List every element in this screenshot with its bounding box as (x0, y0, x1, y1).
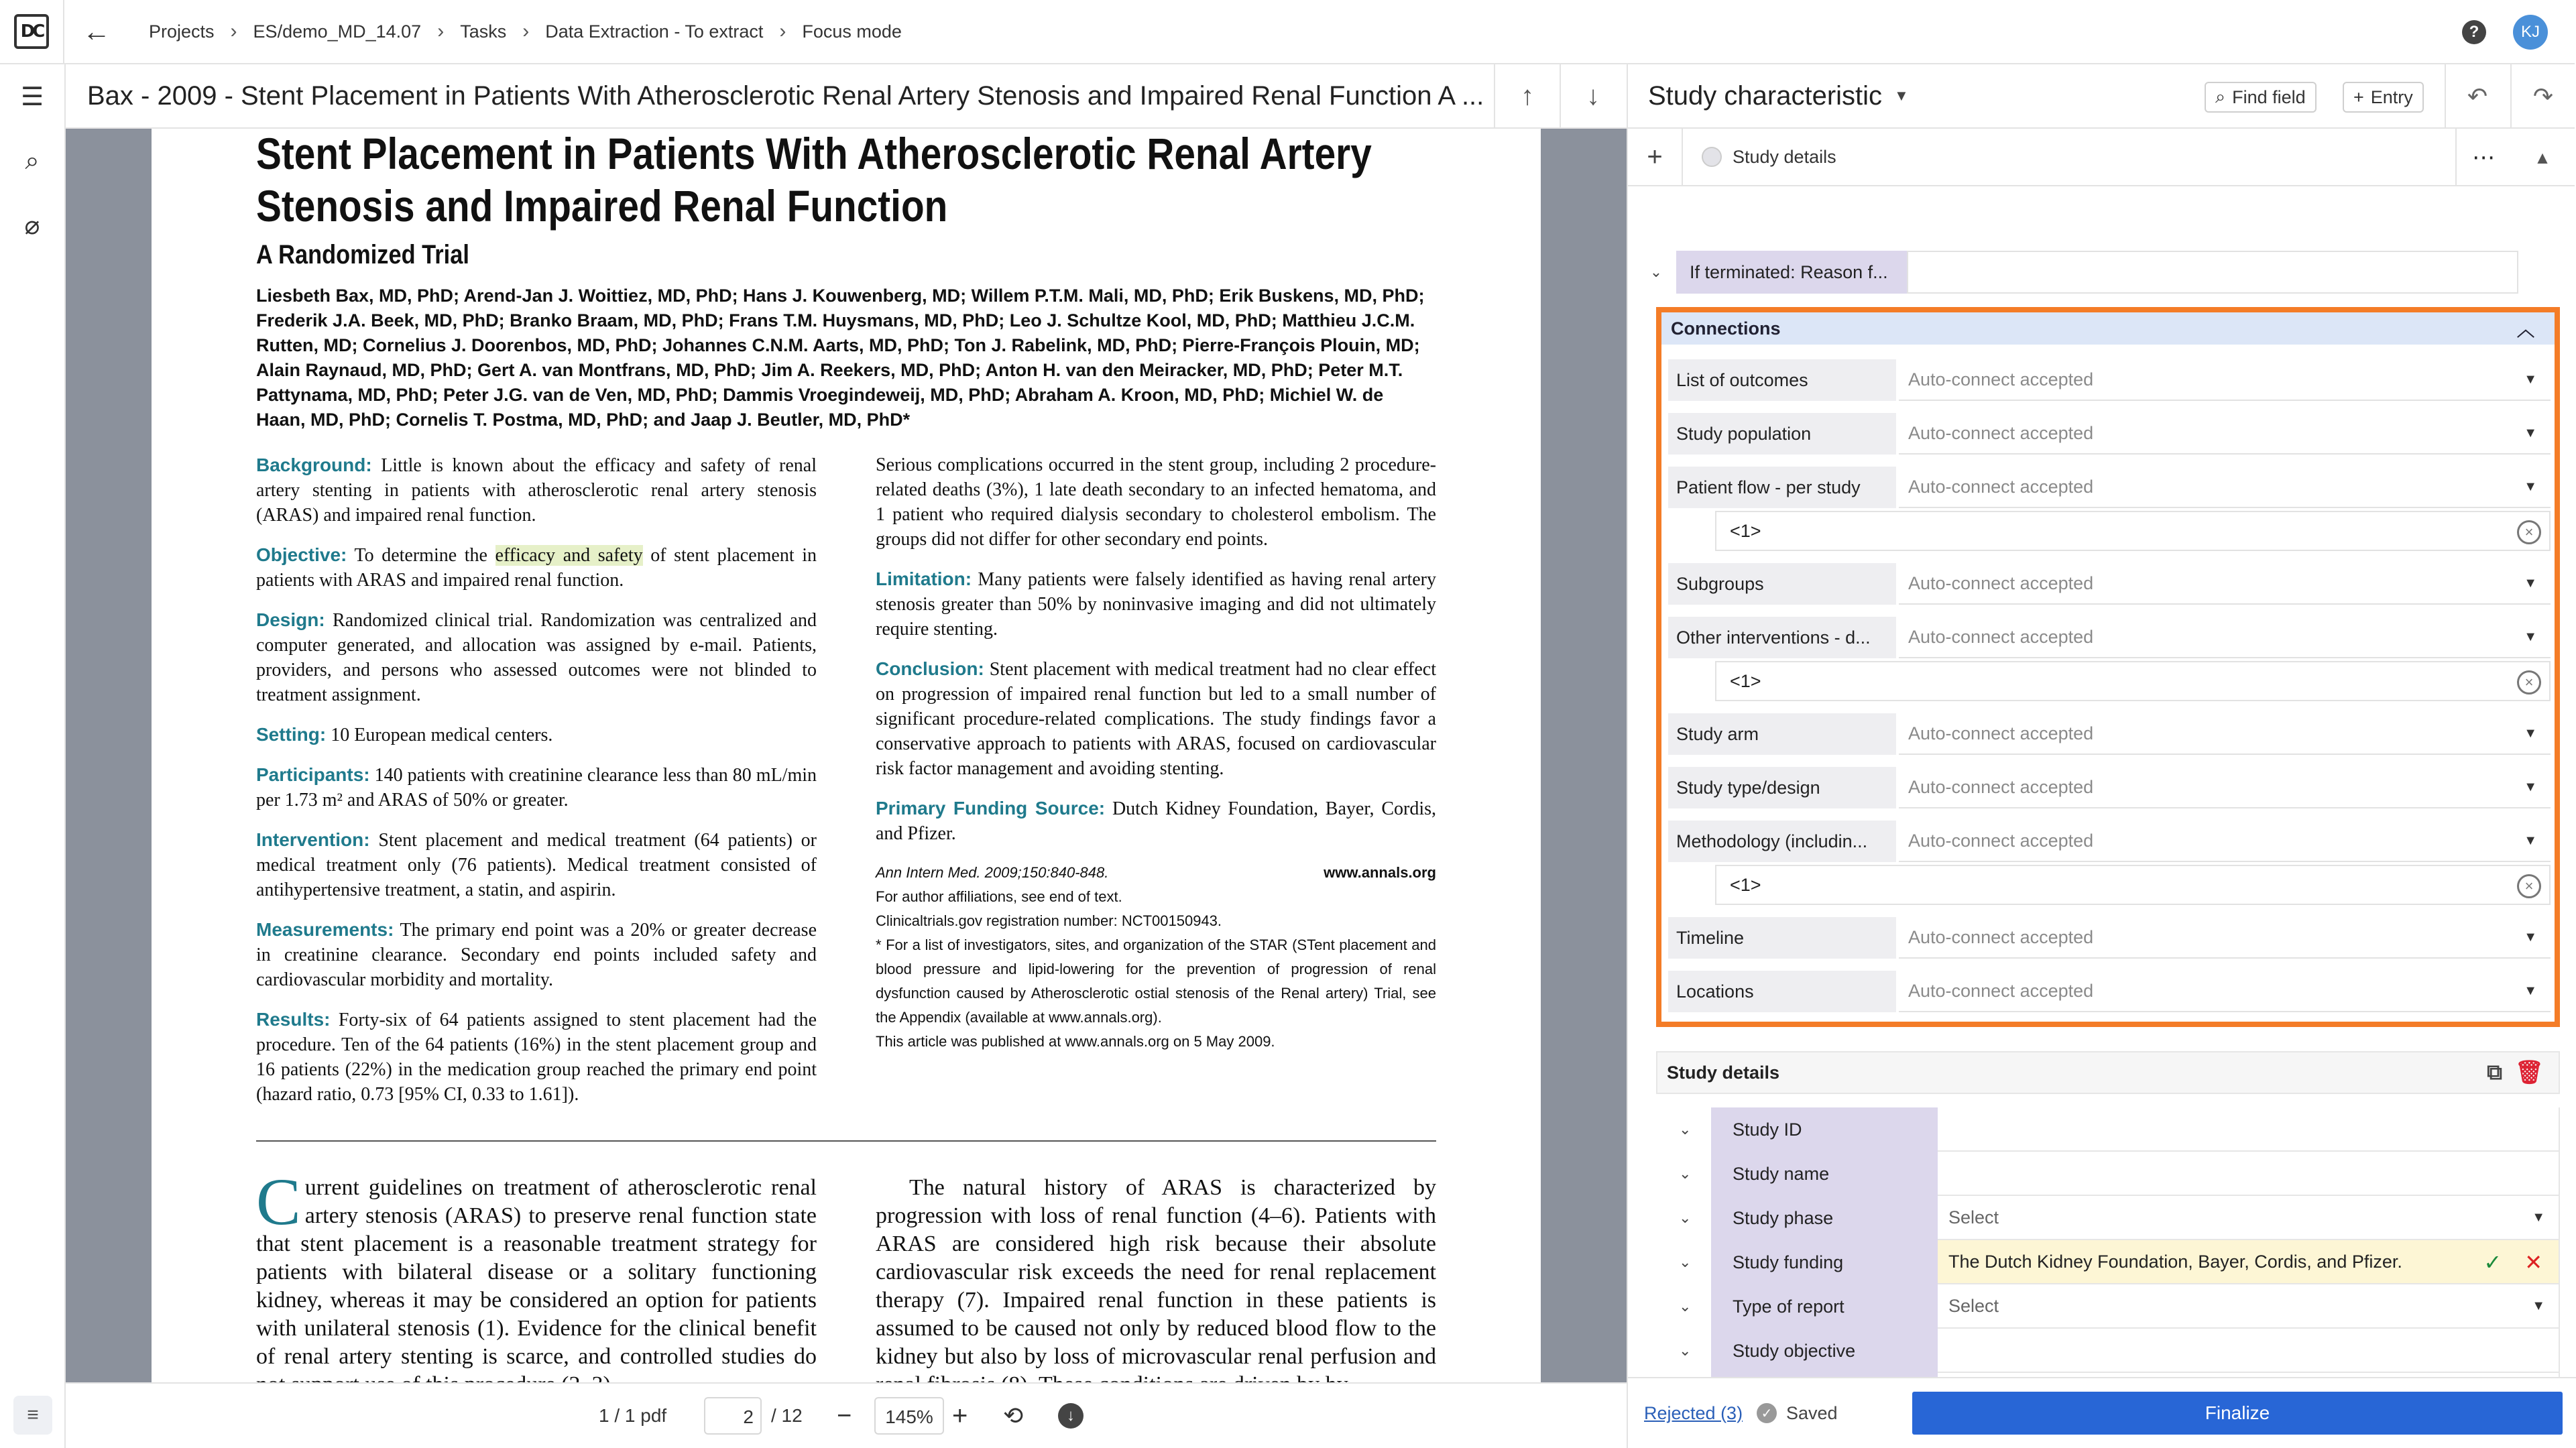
connection-link[interactable] (1715, 865, 2551, 905)
find-field-label: Find field (2232, 86, 2306, 107)
paper-title (256, 127, 1398, 232)
finalize-button[interactable]: Finalize (1912, 1392, 2563, 1435)
pdf-footer (66, 1382, 1627, 1448)
study-field-row (1656, 1284, 2560, 1329)
meta-citation: Ann Intern Med. 2009;150:840-848. (876, 864, 1109, 881)
plus-icon: + (2353, 86, 2364, 107)
breadcrumb (149, 20, 902, 43)
rotate-icon[interactable]: ⟲ (1003, 1402, 1024, 1429)
field-input[interactable] (1907, 251, 2518, 294)
paper-subtitle: A Randomized Trial (256, 240, 469, 269)
abstract-objective (256, 542, 817, 593)
connections-title: Connections (1671, 318, 1781, 339)
study-phase-select[interactable] (1938, 1196, 2560, 1240)
avatar[interactable]: KJ (2513, 15, 2548, 50)
form-scroll-area[interactable] (1628, 186, 2576, 1370)
zoom-in-icon[interactable]: + (952, 1400, 968, 1431)
chevron-right-icon: › (437, 20, 445, 42)
search-icon[interactable]: ⌕ (25, 146, 40, 175)
section-label: Primary Funding Source: (876, 798, 1106, 819)
study-field-row (1656, 1107, 2560, 1152)
duplicate-icon[interactable]: ⧉ (2487, 1060, 2502, 1084)
paper-authors: Liesbeth Bax, MD, PhD; Arend-Jan J. Woittiez, MD, PhD; Hans J. Kouwenberg, MD; Willem P.T.M. Mali, MD, PhD; Erik Buskens, MD, PhD; Frederik J.A. Beek, MD, PhD; Branko Braam, MD, PhD; Frans T.M. Huysmans, MD, PhD; Leo J. Schultze Kool, MD, PhD; Matthieu J.C.M. Rutten, MD; Cornelius J. Doorenbos, MD, PhD; Johannes C.N.M. Aarts, MD, PhD; Ton J. Rabelink, MD, PhD; Pierre-François Plouin, MD; Alain Raynaud, MD, PhD; Gert A. van Montfrans, MD, PhD; Jim A. Reekers, MD, PhD; Anton H. van den Meiracker, MD, PhD; Peter M.T. Pattynama, MD, PhD; Peter J.G. van de Ven, MD, PhD; Dammis Vroegindeweij, MD, PhD; Abraham A. Kroon, MD, PhD; Michiel W. de Haan, MD, PhD; Cornelis T. Postma, MD, PhD; and Jaap J. Beutler, MD, PhD* (256, 286, 1425, 430)
connection-label: Subgroups (1668, 563, 1896, 605)
help-icon[interactable]: ? (2462, 20, 2486, 44)
section-label: Intervention: (256, 829, 370, 850)
zoom-level[interactable]: 145% (874, 1397, 944, 1435)
connection-row (1668, 359, 2551, 401)
section-text: 140 patients with creatinine clearance less than 80 mL/min per 1.73 m² and ARAS of 50% or greater. (256, 765, 817, 810)
chevron-down-icon[interactable]: ⌄ (1649, 263, 1663, 280)
entry-tabs (1628, 129, 2575, 186)
page-input[interactable]: 2 (704, 1397, 762, 1435)
zoom-out-icon[interactable]: − (837, 1401, 852, 1430)
chevron-down-icon[interactable]: ⌄ (1679, 1165, 1692, 1182)
section-text: The primary end point was a 20% or greater decrease in creatinine clearance. Secondary end points included safety and cardiovascular morbidity and mortality. (256, 920, 817, 990)
pdf-viewer[interactable] (66, 129, 1627, 1382)
abstract-limitation (876, 566, 1436, 642)
body-left-column (256, 1164, 817, 1399)
connection-link-label: <1> (1730, 670, 1761, 691)
study-funding-input[interactable] (1938, 1240, 2560, 1284)
chevron-down-icon[interactable]: ⌄ (1679, 1121, 1692, 1138)
section-text: Stent placement with medical treatment had no clear effect on progression of impaired renal function but led to a small number of significant procedure-related complications. The study findings favor a conservative approach to patients with ARAS, focused on cardiovascular risk factor management and avoiding stenting. (876, 659, 1436, 779)
connection-label: Patient flow - per study (1668, 467, 1896, 508)
abstract-results-cont: Serious complications occurred in the stent group, including 2 procedure-related deaths (3%), 1 late death secondary to an infected hematoma, and 1 patient who required dialysis secondary to cholesterol embolism. The groups did not differ for other secondary end points. (876, 455, 1436, 550)
study-field-input[interactable] (1938, 1152, 2560, 1196)
connection-select[interactable] (1899, 971, 2551, 1012)
entry-label: Entry (2370, 86, 2413, 107)
study-field-input[interactable] (1938, 1329, 2560, 1373)
section-label: Participants: (256, 764, 370, 785)
section-text: To determine the (354, 545, 487, 566)
collapse-up-icon[interactable]: ▲ (2534, 147, 2551, 168)
arrow-up-icon[interactable]: ↑ (1494, 64, 1560, 128)
paper-title-line: Stent Placement in Patients With Atherosclerotic Renal Artery (256, 129, 1372, 178)
study-field-label (1679, 1284, 1938, 1329)
study-field-label-text: Type of report (1733, 1296, 1845, 1317)
dropdown-arrow-icon: ▼ (2524, 833, 2537, 848)
dropdown-arrow-icon: ▼ (2524, 425, 2537, 440)
abstract-funding (876, 796, 1436, 846)
connection-label: Study type/design (1668, 767, 1896, 808)
remove-icon[interactable]: × (2517, 520, 2541, 544)
section-label: Measurements: (256, 919, 394, 940)
chevron-down-icon[interactable]: ⌄ (1679, 1298, 1692, 1315)
connection-row (1668, 713, 2551, 755)
tab-label: Study details (1733, 146, 1836, 167)
section-text: Little is known about the efficacy and safety of renal artery stenting in patients with atherosclerotic renal artery stenosis (ARAS) and impaired renal function. (256, 455, 817, 526)
study-field-label (1679, 1329, 1938, 1373)
connection-label: List of outcomes (1668, 359, 1896, 401)
connection-select[interactable] (1899, 767, 2551, 808)
connection-row (1668, 917, 2551, 959)
dropdown-arrow-icon: ▼ (2524, 575, 2537, 591)
abstract-left-column (256, 452, 817, 1122)
find-field-button[interactable] (2205, 82, 2317, 113)
connection-value: Auto-connect accepted (1908, 626, 2094, 647)
connection-select[interactable] (1899, 359, 2551, 401)
chevron-down-icon[interactable]: ⌄ (1679, 1209, 1692, 1226)
connection-value: Auto-connect accepted (1908, 422, 2094, 443)
form-selector[interactable]: Study characteristic (1648, 80, 1883, 111)
section-text: 10 European medical centers. (331, 725, 553, 745)
rejected-link[interactable]: Rejected (3) (1644, 1402, 1743, 1423)
pdf-title: Bax - 2009 - Stent Placement in Patients With Atherosclerotic Renal Artery Stenosis and Impaired Renal Function A ... (87, 80, 1484, 111)
chevron-right-icon: › (230, 20, 237, 42)
arrow-down-icon[interactable]: ↓ (1560, 64, 1625, 128)
section-text: Forty-six of 64 patients assigned to stent placement had the procedure. Ten of the 64 patients (16%) in the stent placement group and 16 patients (22%) in the medication group reached the primary end point (hazard ratio, 0.73 [95% CI, 0.33 to 1.61]). (256, 1010, 817, 1105)
status-dot-icon (1702, 147, 1722, 167)
study-field-label-text: Study ID (1733, 1119, 1802, 1140)
pdf-page (152, 129, 1541, 1382)
type-of-report-select[interactable] (1938, 1284, 2560, 1329)
back-arrow-icon[interactable]: ← (82, 15, 111, 47)
extraction-panel (1627, 64, 2575, 1448)
study-field-label (1679, 1196, 1938, 1240)
connection-value: Auto-connect accepted (1908, 476, 2094, 497)
select-value: Select (1948, 1207, 1999, 1227)
abstract-design (256, 607, 817, 707)
dropdown-arrow-icon: ▼ (2524, 929, 2537, 945)
panel-footer (1628, 1377, 2576, 1448)
connections-section (1656, 307, 2560, 1027)
breadcrumb-focus-mode: Focus mode (802, 21, 902, 42)
abstract-measurements (256, 917, 817, 992)
page-total: / 12 (771, 1405, 803, 1426)
section-label: Conclusion: (876, 658, 984, 679)
tab-study-details[interactable] (1702, 147, 1836, 168)
section-label: Background: (256, 455, 372, 475)
body-right-column: The natural history of ARAS is characterized by progression with loss of renal function (4–6). Patients with ARAS are considered high risk because their absolute cardiovascular risk exceeds the need for renal replacement therapy (7). Impaired renal function in these patients is assumed to be caused not only by reduced blood flow to the kidney but also by loss of microvascular renal perfusion and (876, 1175, 1436, 1369)
connection-row (1668, 467, 2551, 508)
check-circle-icon: ✓ (1757, 1403, 1777, 1423)
section-text: Dutch Kidney Foundation, Bayer, Cordis, and Pfizer. (876, 798, 1437, 844)
abstract-conclusion (876, 656, 1436, 781)
save-status-label: Saved (1786, 1402, 1838, 1423)
meta-line: Clinicaltrials.gov registration number: NCT00150943. (876, 912, 1222, 929)
section-text: of stent placement in patients with ARAS and impaired renal function. (256, 545, 817, 591)
breadcrumb-tasks[interactable]: Tasks (460, 21, 507, 42)
meta-line: For author affiliations, see end of text. (876, 888, 1122, 905)
app-logo[interactable] (0, 0, 64, 64)
field-label: If terminated: Reason f... (1676, 251, 1907, 294)
dropdown-arrow-icon: ▼ (2524, 983, 2537, 998)
breadcrumb-task[interactable]: Data Extraction - To extract (545, 21, 764, 42)
study-field-label (1679, 1152, 1938, 1196)
study-details-title: Study details (1667, 1062, 1780, 1083)
dropdown-arrow-icon: ▼ (2524, 629, 2537, 644)
dropdown-arrow-icon: ▼ (2524, 779, 2537, 794)
connection-label: Other interventions - d... (1668, 617, 1896, 658)
study-field-row (1656, 1240, 2560, 1284)
connection-row (1668, 971, 2551, 1012)
dropdown-arrow-icon: ▼ (2524, 479, 2537, 494)
connection-select[interactable] (1899, 467, 2551, 508)
add-entry-button[interactable] (2343, 82, 2424, 113)
more-options-icon[interactable]: ⋯ (2455, 129, 2510, 186)
connection-value: Auto-connect accepted (1908, 830, 2094, 851)
connection-select[interactable] (1899, 617, 2551, 658)
study-field-label-text: Study funding (1733, 1252, 1844, 1272)
dropdown-arrow-icon: ▼ (2532, 1298, 2545, 1313)
redo-icon[interactable]: ↷ (2510, 64, 2575, 129)
connection-label: Timeline (1668, 917, 1896, 959)
logo-mark-icon: DC (14, 14, 49, 49)
trash-icon[interactable]: 🗑 (2514, 1060, 2544, 1085)
connection-link[interactable] (1715, 661, 2551, 701)
caret-down-icon[interactable]: ▼ (1894, 87, 1909, 104)
connection-link-label: <1> (1730, 520, 1761, 541)
section-label: Limitation: (876, 568, 972, 589)
dropdown-arrow-icon: ▼ (2524, 371, 2537, 387)
paper-title-line: Stenosis and Impaired Renal Function (256, 181, 948, 231)
connection-select[interactable] (1899, 413, 2551, 455)
study-field-label (1679, 1240, 1938, 1284)
connection-select[interactable] (1899, 713, 2551, 755)
article-meta (876, 861, 1436, 1054)
article-body (256, 1164, 1436, 1399)
study-field-row (1656, 1196, 2560, 1240)
abstract-setting (256, 722, 817, 747)
remove-icon[interactable]: × (2517, 670, 2541, 695)
connection-label: Study arm (1668, 713, 1896, 755)
left-rail (0, 64, 66, 1448)
reject-x-icon[interactable]: ✕ (2524, 1250, 2542, 1274)
chevron-up-icon[interactable]: ︿ (2516, 319, 2534, 340)
select-value: Select (1948, 1295, 1999, 1316)
download-icon[interactable]: ↓ (1058, 1403, 1084, 1429)
connection-select[interactable] (1899, 917, 2551, 959)
abstract-participants (256, 762, 817, 812)
study-field-label-text: Study name (1733, 1163, 1830, 1184)
outline-toggle-icon[interactable]: ≡ (13, 1396, 52, 1435)
connection-row (1668, 413, 2551, 455)
highlighted-text[interactable]: efficacy and safety (495, 545, 643, 566)
connection-value: Auto-connect accepted (1908, 926, 2094, 947)
connection-label: Methodology (includin... (1668, 821, 1896, 862)
connection-link[interactable] (1715, 511, 2551, 551)
study-details-header (1656, 1051, 2560, 1094)
pdf-count: 1 / 1 pdf (599, 1405, 667, 1426)
meta-line: This article was published at www.annals.org on 5 May 2009. (876, 1033, 1275, 1050)
chevron-right-icon: › (522, 20, 530, 42)
connection-row (1668, 767, 2551, 808)
section-label: Results: (256, 1009, 331, 1030)
connection-value: Auto-connect accepted (1908, 723, 2094, 743)
save-status (1757, 1403, 1838, 1424)
connection-value: Auto-connect accepted (1908, 369, 2094, 389)
study-field-row (1656, 1152, 2560, 1196)
section-label: Setting: (256, 724, 327, 745)
connection-value: Auto-connect accepted (1908, 776, 2094, 797)
remove-icon[interactable]: × (2517, 874, 2541, 898)
section-divider (256, 1140, 1436, 1142)
meta-line: * For a list of investigators, sites, and organization of the STAR (STent placement and blood pressure and lipid-lowering for the prevention of progression of renal dysfunction caused by Atherosclerotic ostial stenosis of the Renal artery) Trial, see the Appendix (available at www.annals.org). (876, 937, 1436, 1026)
accept-check-icon[interactable]: ✓ (2483, 1250, 2502, 1274)
chevron-down-icon[interactable]: ⌄ (1679, 1254, 1692, 1270)
undo-icon[interactable]: ↶ (2445, 64, 2509, 129)
meta-website: www.annals.org (1324, 864, 1436, 881)
connection-row (1668, 821, 2551, 862)
connection-label: Locations (1668, 971, 1896, 1012)
study-details-section (1656, 1051, 2560, 1386)
suggestion-actions (2483, 1240, 2559, 1284)
abstract (256, 452, 1436, 1122)
field-row-terminated (1636, 251, 2518, 294)
connection-row (1668, 563, 2551, 605)
study-field-label-text: Study objective (1733, 1340, 1856, 1361)
dropdown-arrow-icon: ▼ (2524, 725, 2537, 741)
connection-value: Auto-connect accepted (1908, 980, 2094, 1001)
study-field-label-text: Study phase (1733, 1207, 1834, 1228)
add-tab-icon[interactable]: + (1628, 128, 1683, 186)
breadcrumb-project[interactable]: ES/demo_MD_14.07 (253, 21, 422, 42)
connections-header[interactable] (1661, 312, 2555, 345)
study-field-row (1656, 1329, 2560, 1373)
suggested-value: The Dutch Kidney Foundation, Bayer, Cordis, and Pfizer. (1948, 1251, 2402, 1272)
drop-cap: C (256, 1164, 301, 1239)
meta-line (876, 861, 1436, 885)
study-field-input[interactable] (1938, 1107, 2560, 1152)
search-icon: ⌕ (2215, 86, 2226, 107)
chevron-right-icon: › (779, 20, 786, 42)
connection-row (1668, 617, 2551, 658)
top-right-actions (2462, 0, 2548, 64)
section-label: Design: (256, 609, 325, 630)
connection-value: Auto-connect accepted (1908, 572, 2094, 593)
connection-label: Study population (1668, 413, 1896, 455)
abstract-results (256, 1007, 817, 1107)
body-text: urrent guidelines on treatment of atherosclerotic renal artery stenosis (ARAS) to preserve renal function state that stent placement is a reasonable treatment strategy for patients with bilateral disease or a solitary functioning kidney, whereas it may be considered an option for patients with unilateral stenosis (1). Evidence for the clinical benefit of renal artery stenting is scarce, and controlled studies do (256, 1175, 817, 1369)
section-text: Stent placement and medical treatment (64 patients) or medical treatment only (76 patients). Medical treatment consisted of antihypertensive treatment, a statin, and aspirin. (256, 830, 817, 900)
chevron-down-icon[interactable]: ⌄ (1679, 1342, 1692, 1359)
connection-select[interactable] (1899, 821, 2551, 862)
abstract-intervention (256, 827, 817, 902)
dropdown-arrow-icon: ▼ (2532, 1209, 2545, 1225)
section-text: Many patients were falsely identified as having renal artery stenosis greater than 50% by noninvasive imaging and did not ultimately require stenting. (876, 569, 1436, 640)
connection-link-label: <1> (1730, 874, 1761, 895)
paperclip-icon[interactable]: ⌀ (24, 211, 40, 240)
breadcrumb-projects[interactable]: Projects (149, 21, 215, 42)
section-label: Objective: (256, 544, 347, 565)
top-bar (0, 0, 2575, 64)
abstract-right-column (876, 452, 1436, 1122)
list-icon[interactable]: ☰ (20, 82, 44, 111)
panel-header (1628, 64, 2575, 129)
connection-select[interactable] (1899, 563, 2551, 605)
pdf-header (66, 64, 1627, 129)
section-text: Randomized clinical trial. Randomization was centralized and computer generated, and allocation was assigned by e-mail. Patients, providers, and persons who assessed outcomes were not blinded to treatment assignment. (256, 610, 817, 705)
abstract-background (256, 452, 817, 528)
study-field-label (1679, 1107, 1938, 1152)
